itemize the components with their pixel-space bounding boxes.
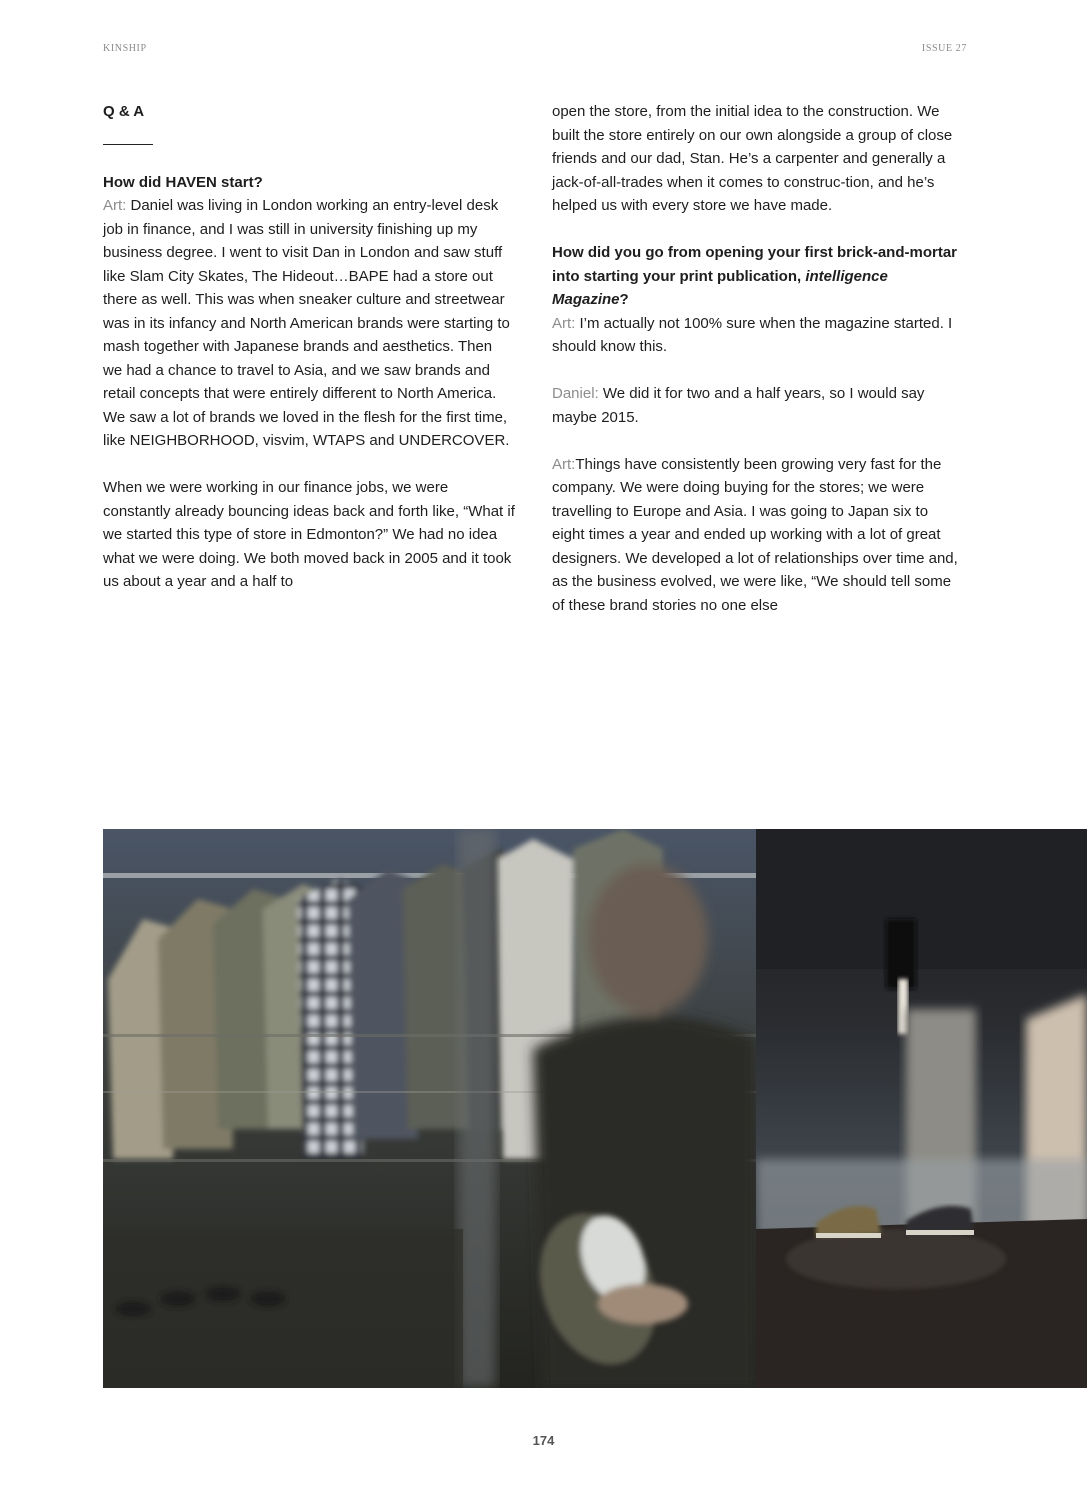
- right-column: [552, 100, 958, 641]
- answer-text: Daniel was living in London working an entry-level desk job in finance, and I was still in university finishing up my business degree. I went to visit Dan in London and saw stuff like Slam City Skates, The Hideout…BAPE had a store out there as well. This was when sneaker culture and streetwear was in its infancy and North American brands were starting to mash together with Japanese brands and aesthetics. Then we had a chance to travel to Asia, and we saw brands and retail concepts that were entirely different to North America. We saw a lot of brands we loved in the flesh for the first time, like NEIGHBORHOOD, visvim, WTAPS and UNDERCOVER.: [103, 197, 510, 449]
- answer-paragraph-continued: open the store, from the initial idea to the construction. We built the store entirely on our own alongside a group of close friends and our dad, Stan. He’s a carpenter and generally a jack-of-all-trades when it comes to construc-tion, and he’s helped us with every store we have made.: [552, 103, 953, 214]
- answer-paragraph-daniel: [552, 382, 958, 429]
- store-display-photo: [756, 829, 1087, 1388]
- store-interior-photo: [103, 829, 756, 1388]
- question-2-text: How did you go from opening your first brick-and-mortar into starting your print publication,: [552, 244, 958, 285]
- answer-text: Things have consistently been growing very fast for the company. We were doing buying for the stores; we were travelling to Europe and Asia. I was going to Japan six to eight times a year and ended up working with a lot of great designers. We developed a lot of relationships over time and, as the business evolved, we were like, “We should tell some of these brand stories no one else: [552, 455, 958, 614]
- page-number: 174: [532, 1433, 555, 1448]
- question-2-block: [552, 241, 958, 359]
- answer-paragraph-art: [552, 453, 958, 618]
- answer-paragraph-1: [103, 171, 515, 453]
- question-1: How did HAVEN start?: [103, 173, 263, 191]
- answer-paragraph-2: When we were working in our finance jobs, we were constantly already bouncing ideas back and forth like, “What if we started this type of store in Edmonton?” We had no idea what we were doing. We both moved back in 2005 and it took us about a year and a half to: [103, 479, 515, 590]
- question-2-end: ?: [619, 291, 629, 308]
- magazine-title: intelligence Magazine: [552, 267, 888, 308]
- magazine-name: KINSHIP: [103, 43, 147, 54]
- question-2: [552, 244, 957, 308]
- issue-number: ISSUE 27: [921, 43, 967, 54]
- speaker-art: Art:: [552, 314, 576, 332]
- section-rule: [103, 144, 153, 145]
- photo-spread: [103, 829, 1087, 1388]
- speaker-art: Art:: [552, 455, 576, 473]
- left-column: [103, 100, 515, 617]
- answer-text: I’m actually not 100% sure when the magazine started. I should know this.: [552, 314, 953, 355]
- speaker-daniel: Daniel:: [552, 385, 599, 402]
- section-label: Q & A: [103, 103, 145, 120]
- answer-text: We did it for two and a half years, so I would say maybe 2015.: [552, 385, 925, 426]
- speaker-art: Art:: [103, 197, 127, 214]
